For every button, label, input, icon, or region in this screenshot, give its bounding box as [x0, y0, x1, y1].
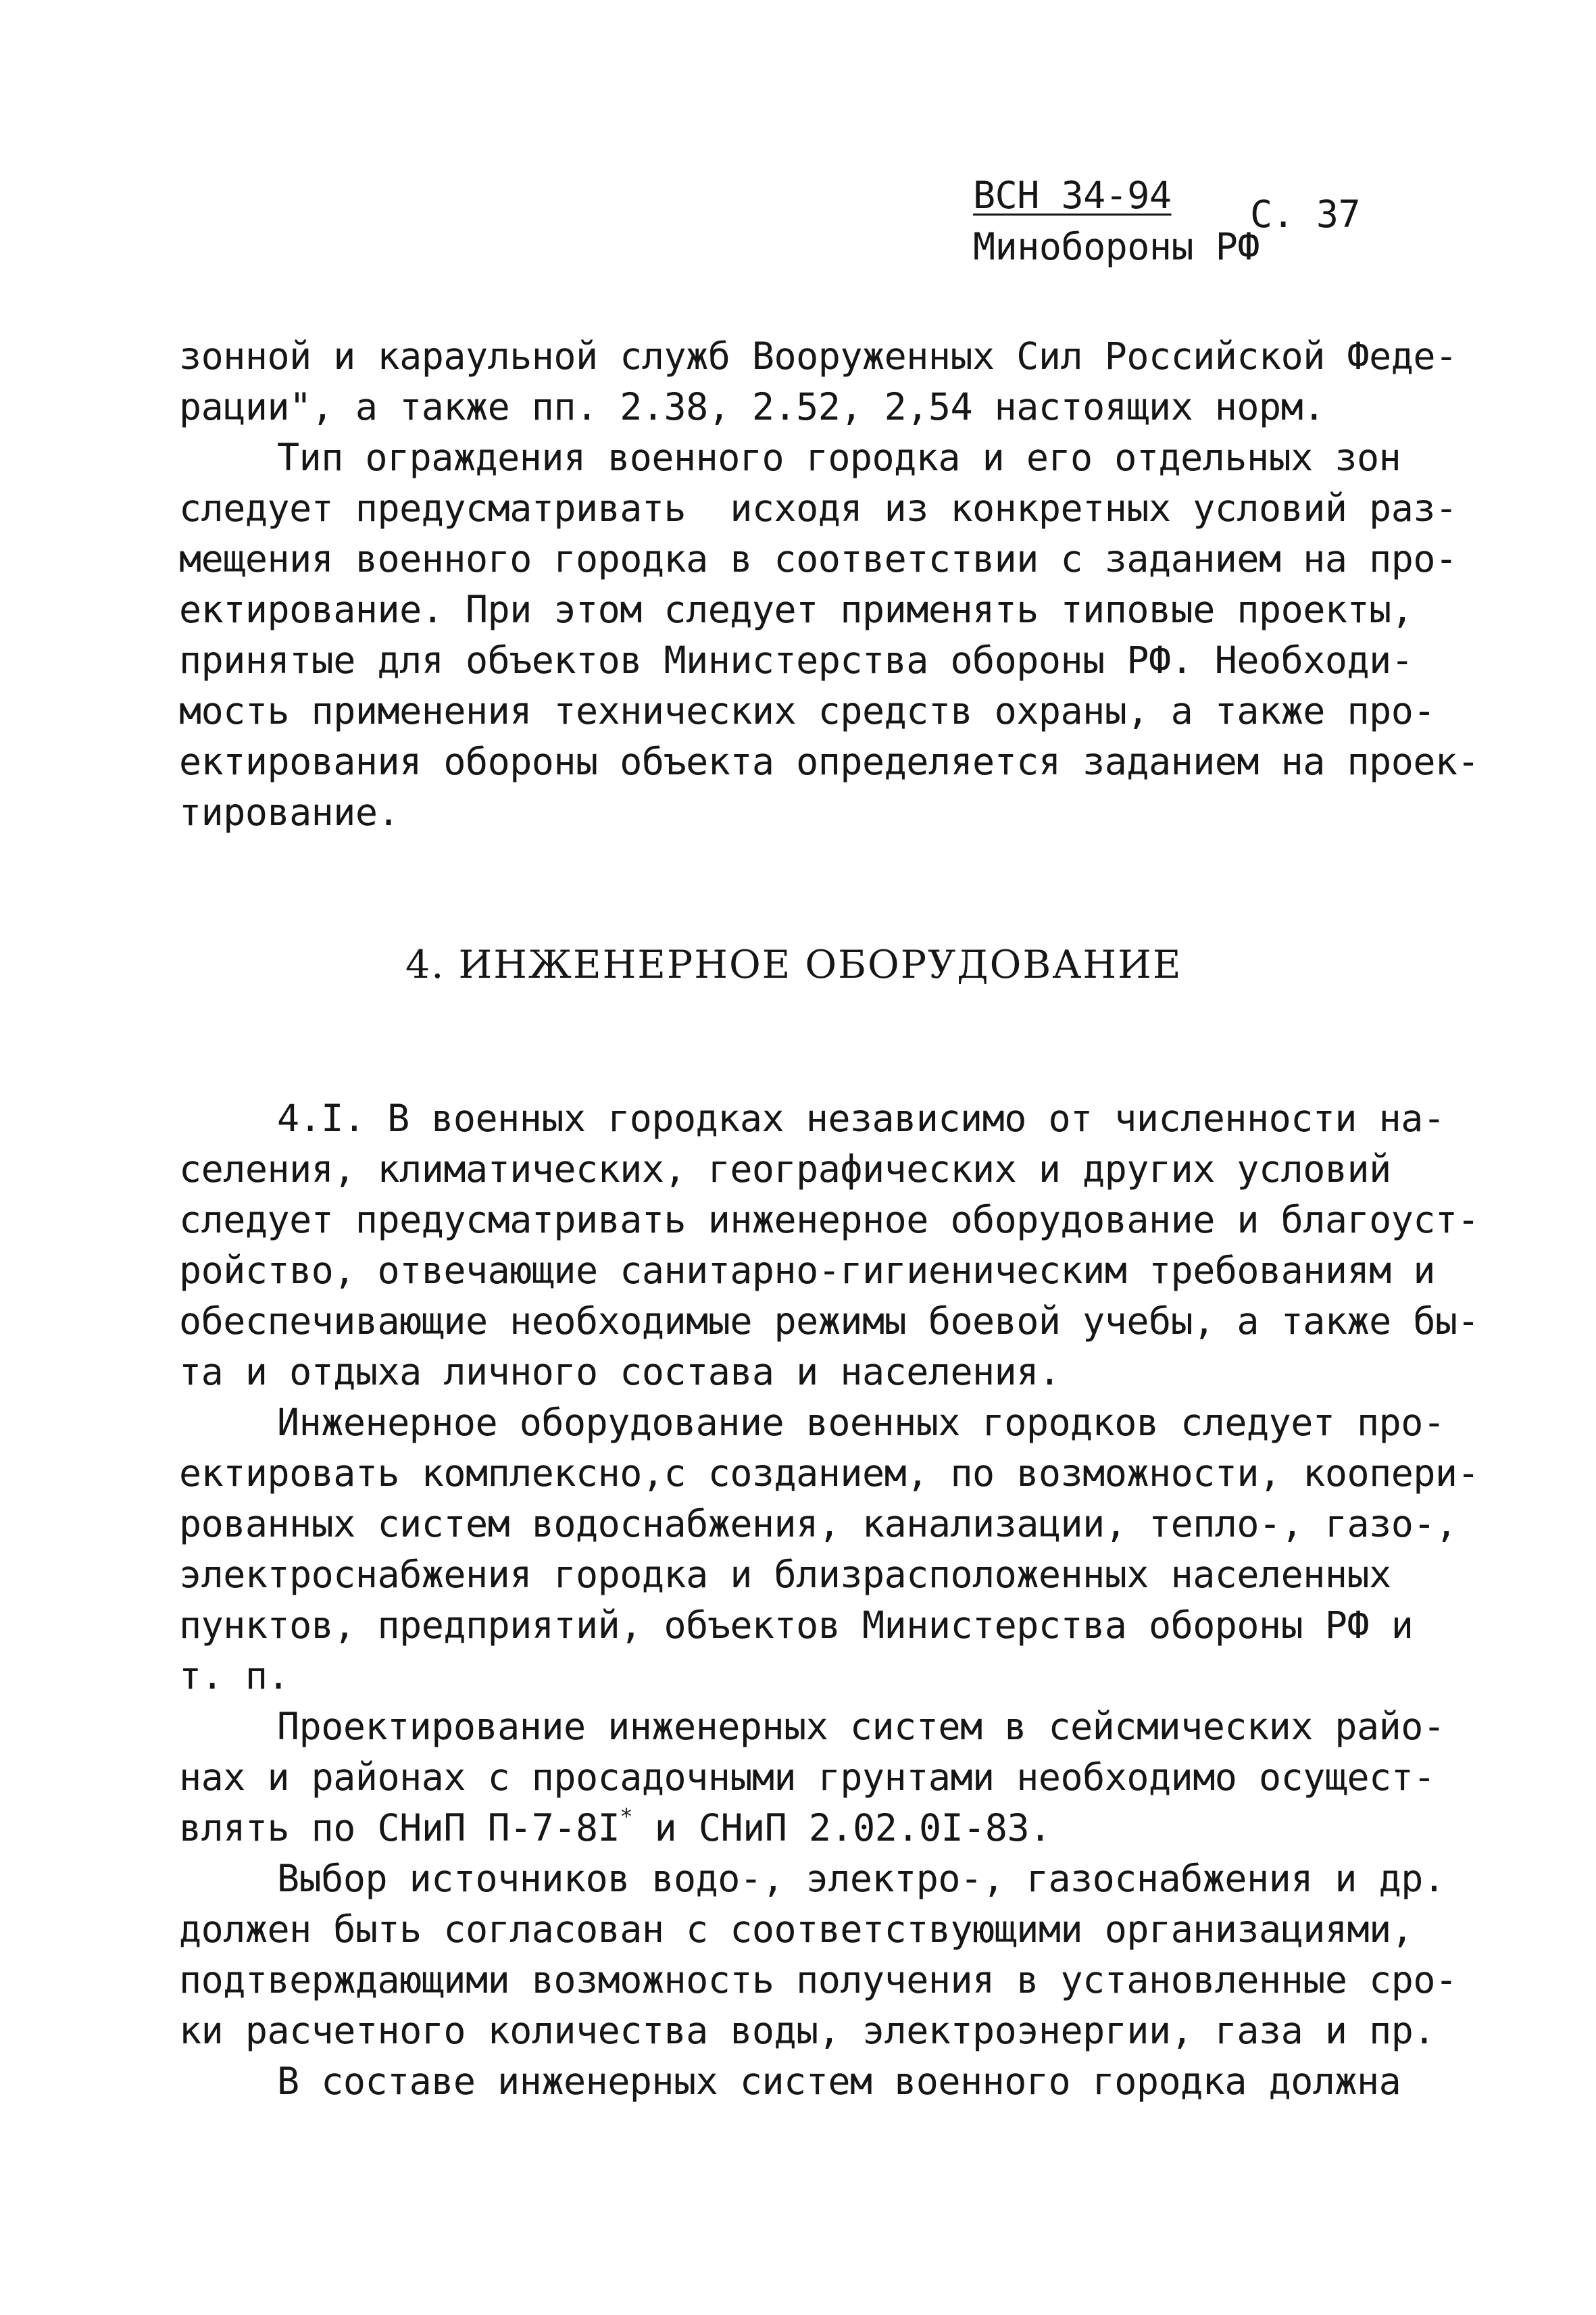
text-line: ектировать комплексно,с созданием, по возможности, коопери- — [179, 1451, 1480, 1495]
text-line: В составе инженерных систем военного городка должна — [277, 2060, 1401, 2103]
text-line: электроснабжения городка и близрасположенных населенных — [179, 1553, 1391, 1596]
text-line: рованных систем водоснабжения, канализации, тепло-, газо-, — [179, 1502, 1457, 1545]
text-line: ройство, отвечающие санитарно-гигиеническим требованиям и — [179, 1249, 1435, 1292]
text-segment: и СНиП 2.02.0I-83. — [632, 1806, 1051, 1849]
text-line: мещения военного городка в соответствии с заданием на про- — [179, 537, 1457, 580]
text-line: следует предусматривать инженерное оборудование и благоуст- — [179, 1198, 1480, 1241]
text-line: принятые для объектов Министерства обороны РФ. Необходи- — [179, 639, 1414, 682]
text-line: ки расчетного количества воды, электроэнергии, газа и пр. — [179, 2009, 1435, 2052]
text-line: та и отдыха личного состава и населения. — [179, 1350, 1061, 1393]
document-code: ВСН 34-94 — [973, 174, 1172, 217]
text-line: тирование. — [179, 791, 400, 834]
text-line — [179, 1803, 1051, 1849]
text-line: нах и районах с просадочными грунтами необходимо осущест- — [179, 1756, 1435, 1799]
text-line: рации", а также пп. 2.38, 2.52, 2,54 настоящих норм. — [179, 385, 1325, 428]
text-line: подтверждающими возможность получения в установленные сро- — [179, 1958, 1457, 2001]
page-number: С. 37 — [1250, 193, 1361, 236]
text-line: 4.I. В военных городках независимо от численности на- — [277, 1097, 1445, 1140]
text-line: мость применения технических средств охраны, а также про- — [179, 689, 1435, 732]
text-line: Выбор источников водо-, электро-, газоснабжения и др. — [277, 1857, 1445, 1900]
text-line: Инженерное оборудование военных городков следует про- — [277, 1401, 1445, 1444]
text-line: ектирование. При этом следует применять типовые проекты, — [179, 588, 1414, 631]
text-line: Тип ограждения военного городка и его отдельных зон — [277, 436, 1401, 479]
text-line: пунктов, предприятий, объектов Министерства обороны РФ и — [179, 1603, 1414, 1647]
text-line: следует предусматривать исходя из конкретных условий раз- — [179, 487, 1457, 530]
footnote-marker: * — [620, 1803, 633, 1829]
text-line: селения, климатических, географических и других условий — [179, 1147, 1391, 1191]
text-line: должен быть согласован с соответствующими организациями, — [179, 1908, 1414, 1951]
text-line: обеспечивающие необходимые режимы боевой учебы, а также бы- — [179, 1299, 1480, 1343]
text-line: ектирования обороны объекта определяется заданием на проек- — [179, 740, 1480, 783]
section-heading: 4. ИНЖЕНЕРНОЕ ОБОРУДОВАНИЕ — [405, 943, 1182, 987]
text-line: т. п. — [179, 1654, 290, 1697]
text-segment: влять по СНиП П-7-8I — [179, 1806, 620, 1849]
text-line: Проектирование инженерных систем в сейсмических райо- — [277, 1705, 1445, 1748]
text-line: зонной и караульной служб Вооруженных Сил Российской Феде- — [179, 334, 1457, 378]
organization-name: Минобороны РФ — [973, 225, 1260, 268]
